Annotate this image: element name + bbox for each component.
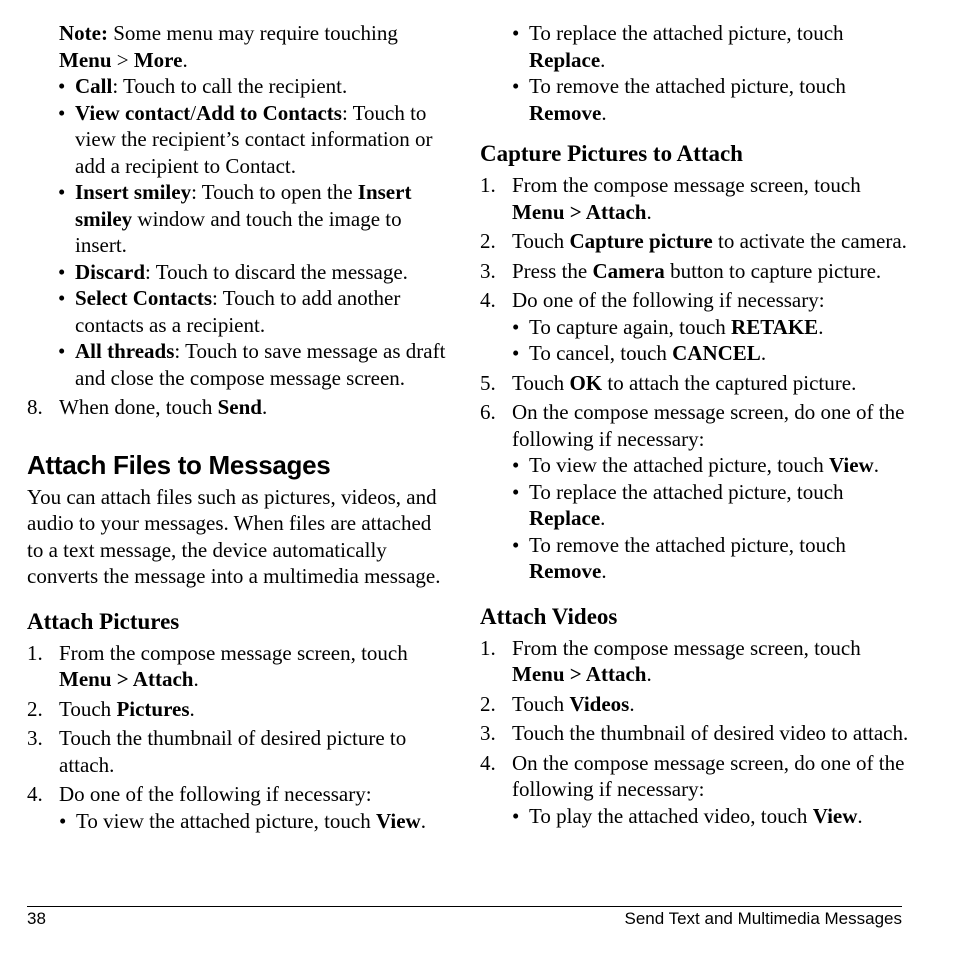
step-number: 4.	[27, 782, 43, 806]
bullet-select-contacts: • Select Contacts: Touch to add another contacts as a recipient.	[58, 286, 401, 337]
bullet-marker: •	[59, 808, 67, 833]
sub-bullet-play: • To play the attached video, touch View.	[512, 803, 863, 828]
step-2: 2. Touch Videos.	[480, 691, 635, 716]
section-heading: Attach Files to Messages	[27, 449, 331, 480]
step-2: 2. Touch Pictures.	[27, 696, 195, 721]
sub-bullet-retake: • To capture again, touch RETAKE.	[512, 314, 824, 339]
step-number: 3.	[480, 258, 496, 283]
step-3: 3. Touch the thumbnail of desired video to attach.	[480, 721, 909, 745]
subsection-heading-attach-videos: Attach Videos	[480, 603, 618, 629]
bullet-view-contact: • View contact/Add to Contacts: Touch to view the recipient’s contact information or add a recipient to Contact.	[58, 100, 433, 178]
step-2: 2. Touch Capture picture to activate the camera.	[480, 229, 907, 253]
sub-bullet-view: • To view the attached picture, touch View.	[512, 453, 879, 477]
bullet-insert-smiley: • Insert smiley: Touch to open the Insert smiley window and touch the image to insert.	[58, 180, 412, 257]
section-intro: You can attach files such as pictures, videos, and audio to your messages. When files are attached to a text message, the device automatically converts the message into a multimedia message.	[27, 484, 441, 588]
step-4: 4. Do one of the following if necessary:	[480, 288, 825, 312]
step-number: 6.	[480, 400, 496, 424]
right-column	[480, 20, 910, 829]
step-1: 1. From the compose message screen, touch Menu > Attach.	[480, 173, 861, 224]
bullet-marker: •	[58, 100, 66, 125]
step-number: 5.	[480, 370, 496, 395]
subsection-heading-attach-pictures: Attach Pictures	[27, 608, 180, 634]
step-4: 4. On the compose message screen, do one of the following if necessary:	[480, 750, 905, 801]
sub-bullet-cancel: • To cancel, touch CANCEL.	[512, 341, 767, 365]
bullet-marker: •	[512, 532, 520, 557]
bullet-marker: •	[512, 803, 520, 828]
sub-bullet-replace: • To replace the attached picture, touch Replace.	[512, 21, 844, 72]
step-6: 6. On the compose message screen, do one of the following if necessary:	[480, 400, 905, 451]
bullet-call: • Call: Touch to call the recipient.	[58, 74, 348, 98]
step-number: 4.	[480, 288, 496, 312]
bullet-marker: •	[58, 339, 66, 363]
bullet-marker: •	[512, 74, 520, 98]
step-1: 1. From the compose message screen, touch Menu > Attach.	[480, 635, 861, 686]
bullet-marker: •	[512, 341, 520, 365]
step-number: 4.	[480, 750, 496, 775]
bullet-marker: •	[512, 453, 520, 477]
step-3: 3. Press the Camera button to capture picture.	[480, 258, 882, 283]
step-number: 2.	[480, 691, 496, 716]
sub-bullet-view: • To view the attached picture, touch View.	[59, 808, 426, 833]
subsection-heading-capture: Capture Pictures to Attach	[480, 141, 743, 166]
step-number: 1.	[480, 173, 496, 197]
footer-divider	[27, 906, 902, 907]
step-number: 3.	[27, 726, 43, 750]
bullet-marker: •	[512, 314, 520, 339]
step-number: 1.	[480, 635, 496, 660]
sub-bullet-replace: • To replace the attached picture, touch Replace.	[512, 479, 844, 530]
left-column	[27, 20, 452, 834]
bullet-all-threads: • All threads: Touch to save message as draft and close the compose message screen.	[58, 339, 446, 390]
bullet-marker: •	[58, 286, 66, 310]
step-5: 5. Touch OK to attach the captured picture.	[480, 370, 857, 395]
step-number: 1.	[27, 640, 43, 665]
bullet-marker: •	[58, 74, 66, 98]
bullet-marker: •	[512, 479, 520, 504]
step-8: 8. When done, touch Send.	[27, 395, 268, 419]
page-number: 38	[27, 909, 46, 928]
sub-bullet-remove: • To remove the attached picture, touch Remove.	[512, 532, 846, 583]
step-number: 3.	[480, 721, 496, 745]
bullet-marker: •	[58, 180, 66, 204]
step-3: 3. Touch the thumbnail of desired picture to attach.	[27, 726, 407, 777]
step-4: 4. Do one of the following if necessary:	[27, 782, 372, 806]
bullet-marker: •	[58, 259, 66, 284]
sub-bullet-remove: • To remove the attached picture, touch Remove.	[512, 74, 846, 125]
step-number: 2.	[27, 696, 43, 721]
note-paragraph: Note: Some menu may require touching Menu > More.	[59, 21, 398, 72]
bullet-marker: •	[512, 21, 520, 45]
bullet-discard: • Discard: Touch to discard the message.	[58, 259, 408, 284]
running-title: Send Text and Multimedia Messages	[624, 909, 902, 928]
step-number: 8.	[27, 395, 43, 419]
note-label: Note:	[59, 21, 108, 45]
step-number: 2.	[480, 229, 496, 253]
step-1: 1. From the compose message screen, touch Menu > Attach.	[27, 640, 408, 691]
